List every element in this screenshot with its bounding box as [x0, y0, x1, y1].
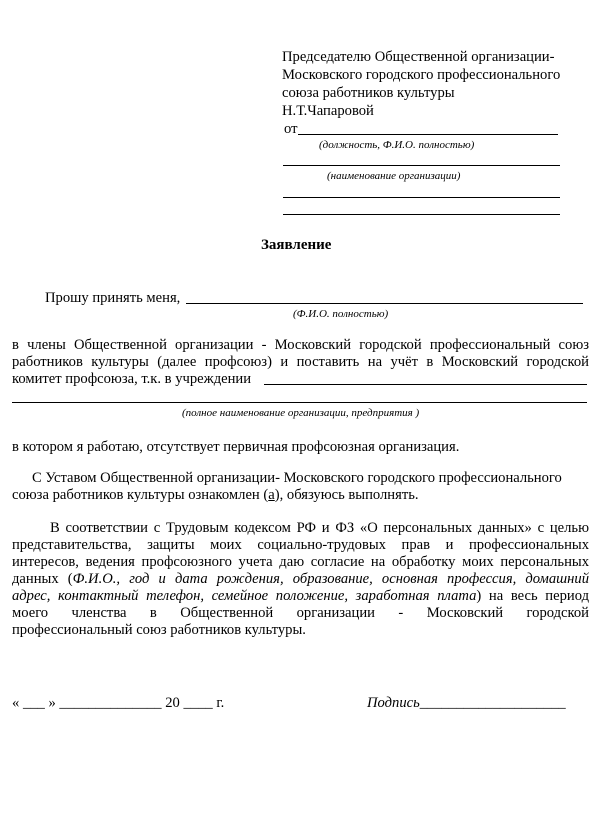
charter-line-2: союза работников культуры ознакомлен (а), обязуюсь выполнять. [12, 487, 419, 503]
position-caption: (должность, Ф.И.О. полностью) [319, 139, 475, 151]
consent-line-7: профессиональный союз работников культуры. [12, 622, 306, 638]
consent-line-4: данных (Ф.И.О., год и дата рождения, образование, основная профессия, домашний [12, 571, 589, 587]
from-label: от [284, 121, 298, 137]
addressee-line-1: Председателю Общественной организации- [282, 49, 555, 65]
membership-line-2: работников культуры (далее профсоюз) и поставить на учёт в Московский городской [12, 354, 589, 370]
charter-gender-suffix: а [268, 487, 275, 503]
org-caption: (наименование организации) [327, 170, 461, 182]
institution-fill-line [264, 384, 587, 385]
no-org-text: в котором я работаю, отсутствует первичная профсоюзная организация. [12, 439, 460, 455]
request-text: Прошу принять меня, [45, 290, 181, 306]
consent-line-1: В соответствии с Трудовым кодексом РФ и ФЗ «О персональных данных» с целью [50, 520, 589, 536]
name-fill-line [186, 303, 583, 304]
signature-field [367, 695, 566, 712]
blank-line-2 [283, 214, 560, 215]
signature-label: Подпись [367, 695, 420, 711]
addressee-line-3: союза работников культуры [282, 85, 455, 101]
signature-line: ____________________ [419, 695, 566, 711]
name-caption: (Ф.И.О. полностью) [293, 308, 389, 320]
institution-caption: (полное наименование организации, предприятия ) [182, 407, 420, 419]
date-field: « ___ » ______________ 20 ____ г. [12, 695, 225, 711]
org-fill-line [283, 165, 560, 166]
membership-line-1: в члены Общественной организации - Московский городской профессиональный союз [12, 337, 589, 353]
institution-fill-line-2 [12, 402, 587, 403]
consent-line-3: интересов, ведения профсоюзного учета даю согласие на обработку моих персональных [12, 554, 589, 570]
consent-line-6: моего членства в Общественной организации - Московский городской [12, 605, 589, 621]
from-fill-line [298, 134, 558, 135]
membership-line-3: комитет профсоюза, т.к. в учреждении [12, 371, 252, 387]
blank-line-1 [283, 197, 560, 198]
charter-line-1: С Уставом Общественной организации- Московского городского профессионального [32, 470, 562, 486]
document-title: Заявление [261, 237, 332, 253]
addressee-name: Н.Т.Чапаровой [282, 103, 374, 119]
consent-line-5: адрес, контактный телефон, семейное положение, заработная плата) на весь период [12, 588, 589, 604]
consent-line-2: представительства, защиты моих социально-трудовых прав и профессиональных [12, 537, 589, 553]
addressee-line-2: Московского городского профессионального [282, 67, 561, 83]
